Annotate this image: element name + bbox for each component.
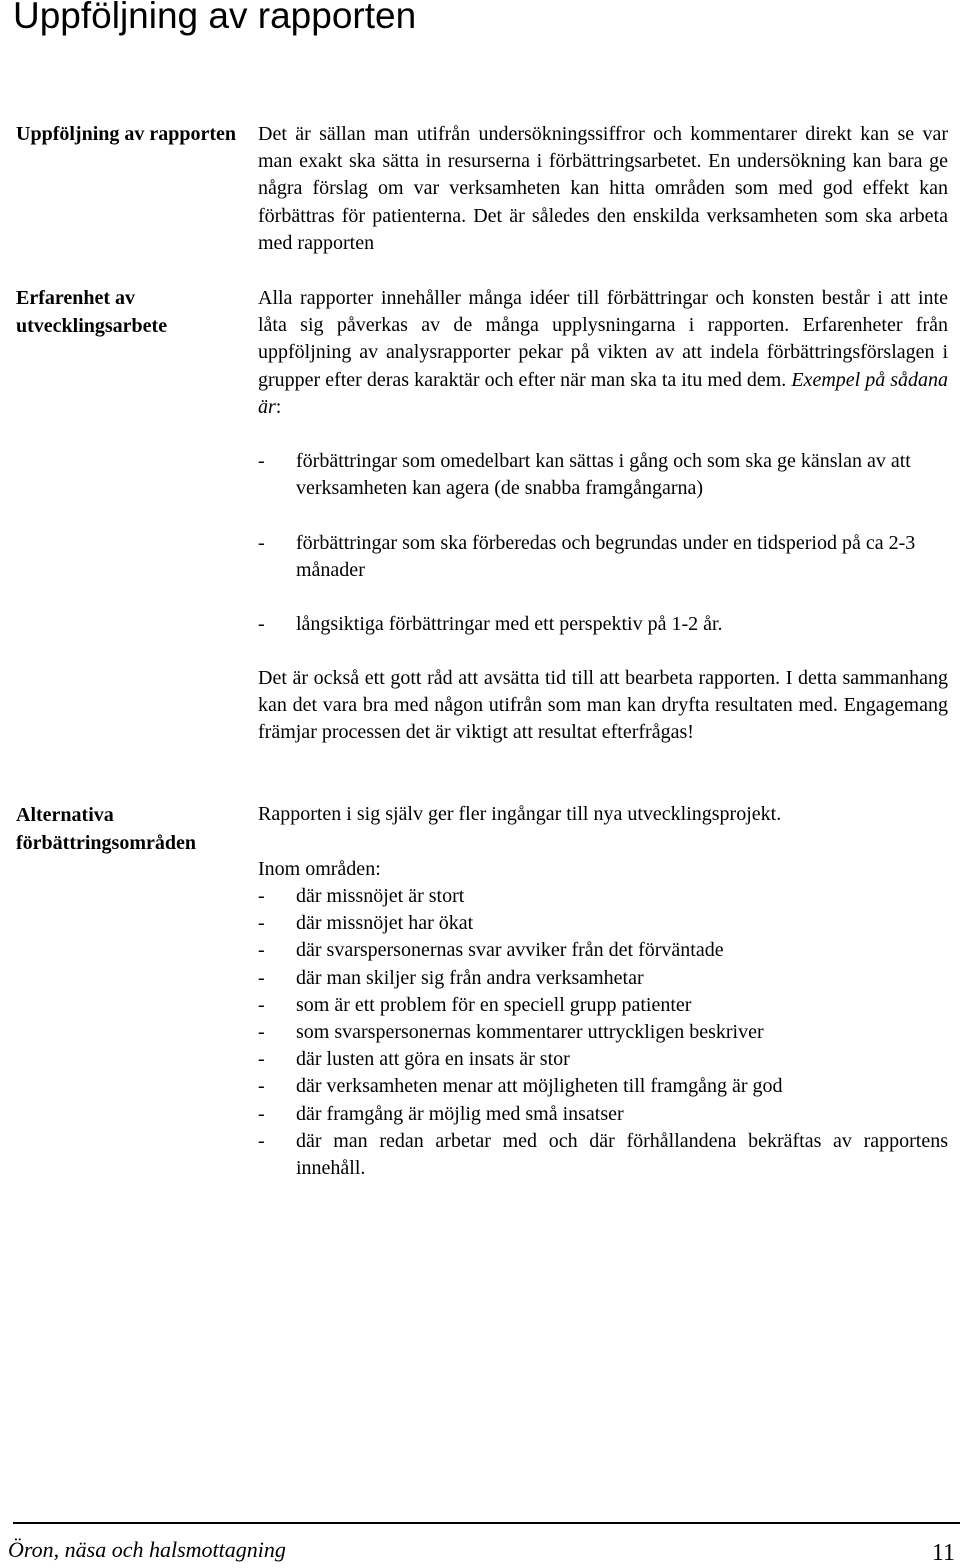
list-item: - där svarspersonernas svar avviker från det förväntade <box>258 937 948 964</box>
section-heading-erfarenhet: Erfarenhet av utvecklingsarbete <box>16 287 168 337</box>
list-item: - där missnöjet har ökat <box>258 910 948 937</box>
list-item: - som är ett problem för en speciell grupp patienter <box>258 992 948 1019</box>
list-item: - där man redan arbetar med och där förhållandena bekräftas av rapportens innehåll. <box>258 1128 948 1182</box>
paragraph-uppfoljning: Det är sällan man utifrån undersökningssiffror och kommentarer direkt kan se var man exakt ska sätta in resurserna i förbättringsarbetet. En undersökning kan bara ge några förslag om var verksamheten kan hitta områden som med god effekt kan förbättras för patienterna. Det är således den enskilda verksamheten som ska arbeta med rapporten <box>258 123 948 254</box>
list-item: - där missnöjet är stort <box>258 883 948 910</box>
list-item: - förbättringar som omedelbart kan sättas i gång och som ska ge känslan av att verksamheten kan agera (de snabba framgångarna) <box>258 448 948 502</box>
list-intro: Inom områden: <box>258 858 381 880</box>
paragraph-erfarenhet <box>258 285 948 421</box>
paragraph-closing: Det är också ett gott råd att avsätta tid till att bearbeta rapporten. I detta sammanhang kan det vara bra med någon utifrån som man kan dryfta resultaten med. Engagemang främjar processen det är viktigt att resultat efterfrågas! <box>258 667 948 744</box>
footer-text: Öron, näsa och halsmottagning <box>8 1537 286 1562</box>
page-title: Uppföljning av rapporten <box>13 0 417 36</box>
section-heading-uppfoljning: Uppföljning av rapporten <box>16 123 237 145</box>
example-list <box>258 611 948 638</box>
list-item: - där lusten att göra en insats är stor <box>258 1046 948 1073</box>
paragraph-erfarenhet-italic: Exempel på sådana är <box>258 368 949 418</box>
footer-divider <box>13 1522 960 1524</box>
paragraph-erfarenhet-text: Alla rapporter innehåller många idéer till förbättringar och konsten består i att inte låta sig påverkas av de många upplysningarna i rapporten. Erfarenheter från uppföljning av analysrapporter pekar på vikten av att indela förbättringsförslagen i grupper efter deras karaktär och efter när man ska ta itu med dem. <box>258 287 948 391</box>
list-item: - förbättringar som ska förberedas och begrundas under en tidsperiod på ca 2-3 månader <box>258 530 948 584</box>
area-list <box>258 883 948 1182</box>
paragraph-alternativa-intro: Rapporten i sig själv ger fler ingångar till nya utvecklingsprojekt. <box>258 803 782 825</box>
paragraph-erfarenhet-colon: : <box>275 395 282 418</box>
example-list <box>258 530 948 584</box>
page-number: 11 <box>931 1540 955 1566</box>
list-item: - där man skiljer sig från andra verksamhetar <box>258 965 948 992</box>
example-list <box>258 448 948 502</box>
section-heading-alternativa: Alternativa förbättringsområden <box>16 804 196 854</box>
list-item: - där framgång är möjlig med små insatser <box>258 1101 948 1128</box>
list-item: - som svarspersonernas kommentarer uttryckligen beskriver <box>258 1019 948 1046</box>
list-item: - långsiktiga förbättringar med ett perspektiv på 1-2 år. <box>258 611 948 638</box>
list-item: - där verksamheten menar att möjligheten till framgång är god <box>258 1073 948 1100</box>
